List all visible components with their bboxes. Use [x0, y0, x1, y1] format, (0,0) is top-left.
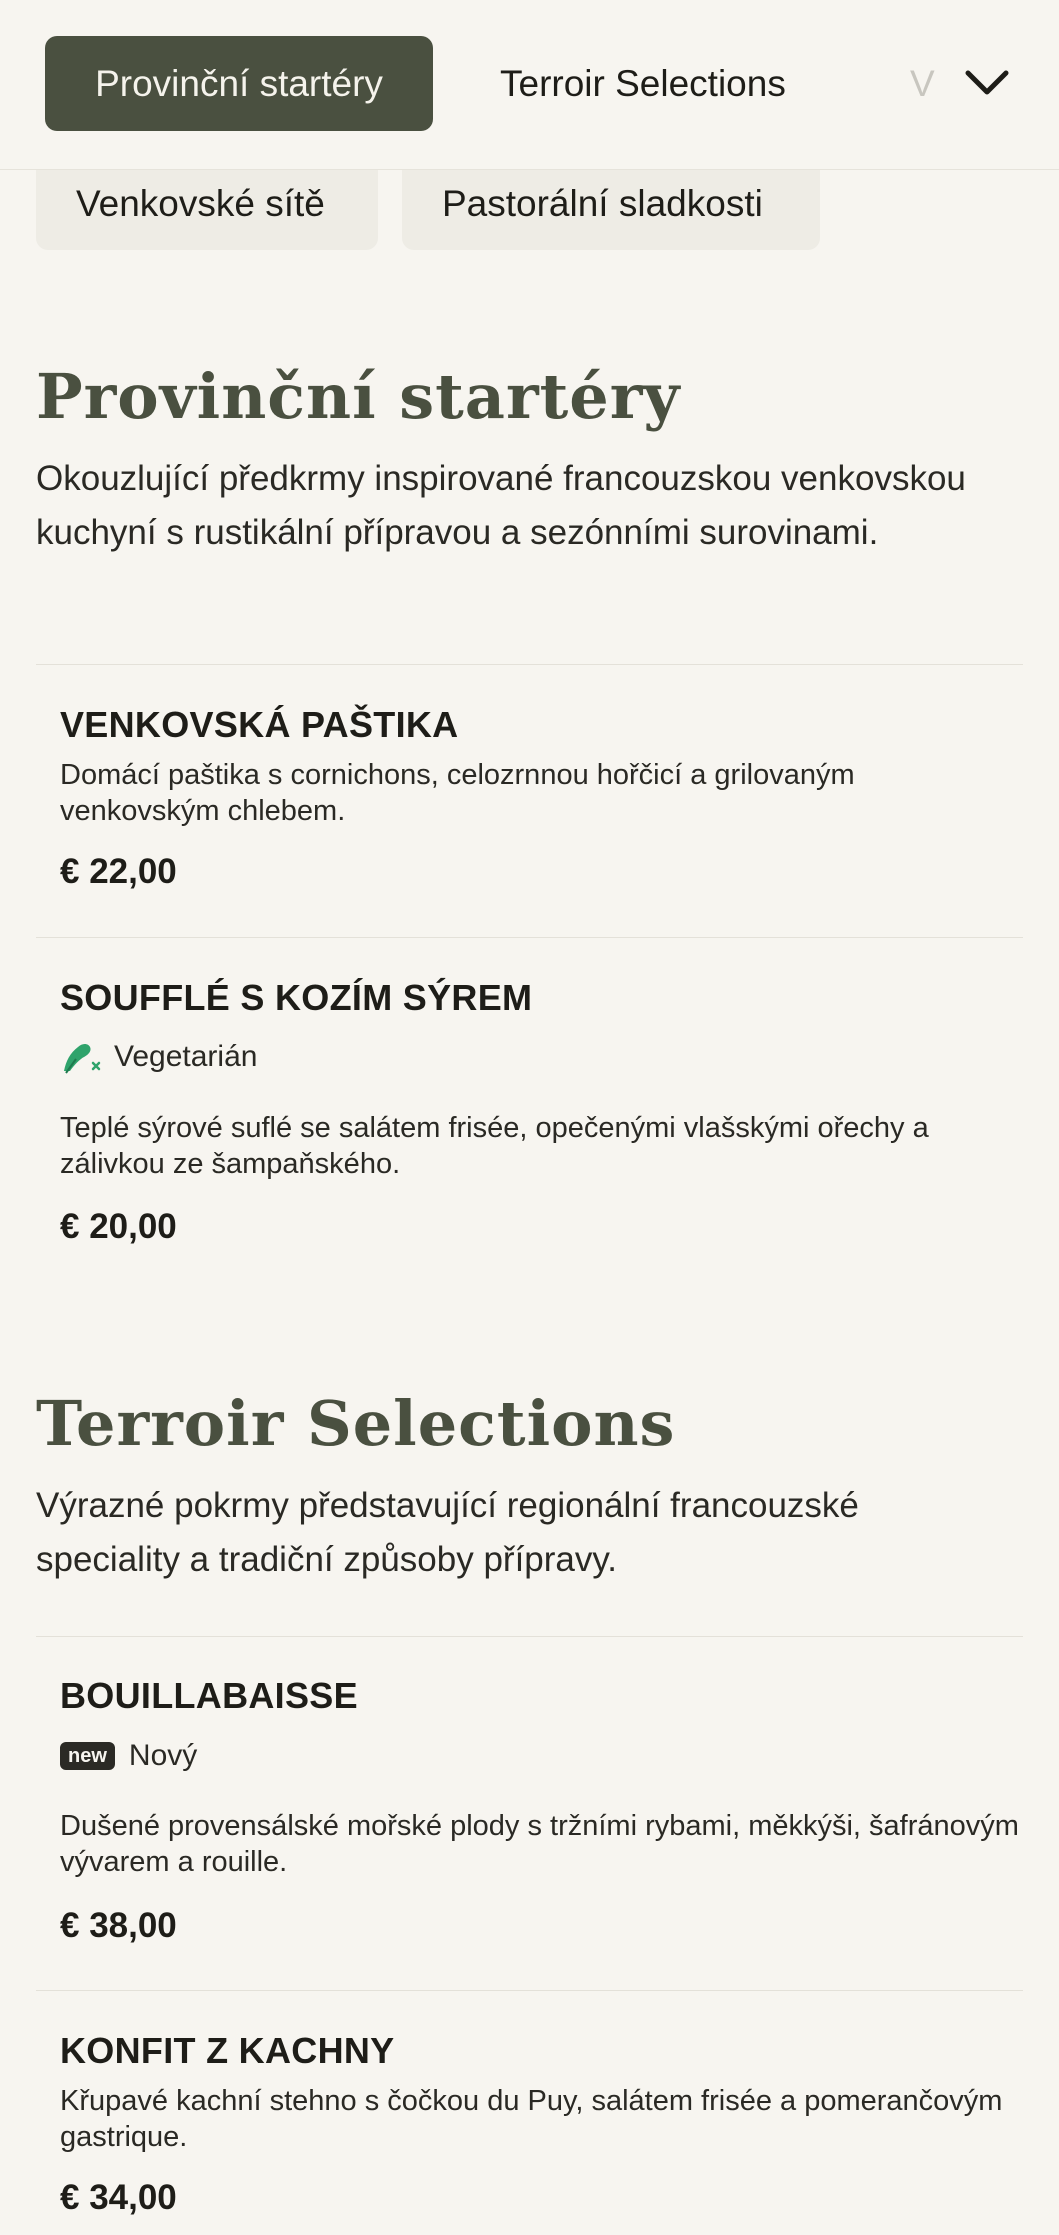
item-name: SOUFFLÉ S KOZÍM SÝREM	[60, 977, 533, 1018]
item-price: € 38,00	[60, 1906, 177, 1945]
item-description: Domácí paštika s cornichons, celozrnnou hořčicí a grilovaným venkovským chlebem.	[60, 759, 855, 827]
item-description: Křupavé kachní stehno s čočkou du Puy, salátem frisée a pomerančovým gastrique.	[60, 2085, 1003, 2153]
tab-next-partial[interactable]: V	[910, 63, 935, 104]
item-name: KONFIT Z KACHNY	[60, 2030, 395, 2071]
new-tag	[60, 1736, 197, 1776]
item-description: Teplé sýrové suflé se salátem frisée, opečenými vlašskými ořechy a zálivkou ze šampaňského.	[60, 1112, 929, 1180]
item-name: BOUILLABAISSE	[60, 1675, 358, 1716]
divider	[36, 664, 1023, 665]
tab-venkovske-site[interactable]: Venkovské sítě	[36, 150, 378, 250]
new-badge: new	[60, 1742, 115, 1770]
tab-terroir-selections[interactable]: Terroir Selections	[500, 63, 786, 104]
category-nav	[0, 0, 1059, 170]
item-name: VENKOVSKÁ PAŠTIKA	[60, 704, 459, 745]
section-title: Provinční startéry	[36, 360, 681, 433]
item-price: € 20,00	[60, 1207, 177, 1246]
section-title: Terroir Selections	[36, 1387, 676, 1460]
divider	[36, 937, 1023, 938]
item-price: € 22,00	[60, 852, 177, 891]
section-description: Okouzlující předkrmy inspirované francouzskou venkovskou kuchyní s rustikální přípravou a sezónními surovinami.	[36, 459, 966, 552]
section-description: Výrazné pokrmy představující regionální francouzské speciality a tradiční způsoby přípravy.	[36, 1486, 859, 1579]
divider	[36, 1636, 1023, 1637]
item-price: € 34,00	[60, 2178, 177, 2217]
divider	[36, 1990, 1023, 1991]
vegetarian-icon	[60, 1037, 102, 1077]
dietary-tag-label: Vegetarián	[114, 1040, 258, 1073]
tab-pastoralni-sladkosti[interactable]: Pastorální sladkosti	[402, 150, 820, 250]
item-description: Dušené provensálské mořské plody s tržními rybami, měkkýši, šafránovým vývarem a rouille.	[60, 1810, 1019, 1878]
new-tag-label: Nový	[128, 1739, 198, 1772]
dietary-tag	[60, 1037, 257, 1077]
tab-provincni-startery[interactable]: Provinční startéry	[45, 36, 433, 131]
chevron-down-icon[interactable]	[962, 58, 1012, 108]
